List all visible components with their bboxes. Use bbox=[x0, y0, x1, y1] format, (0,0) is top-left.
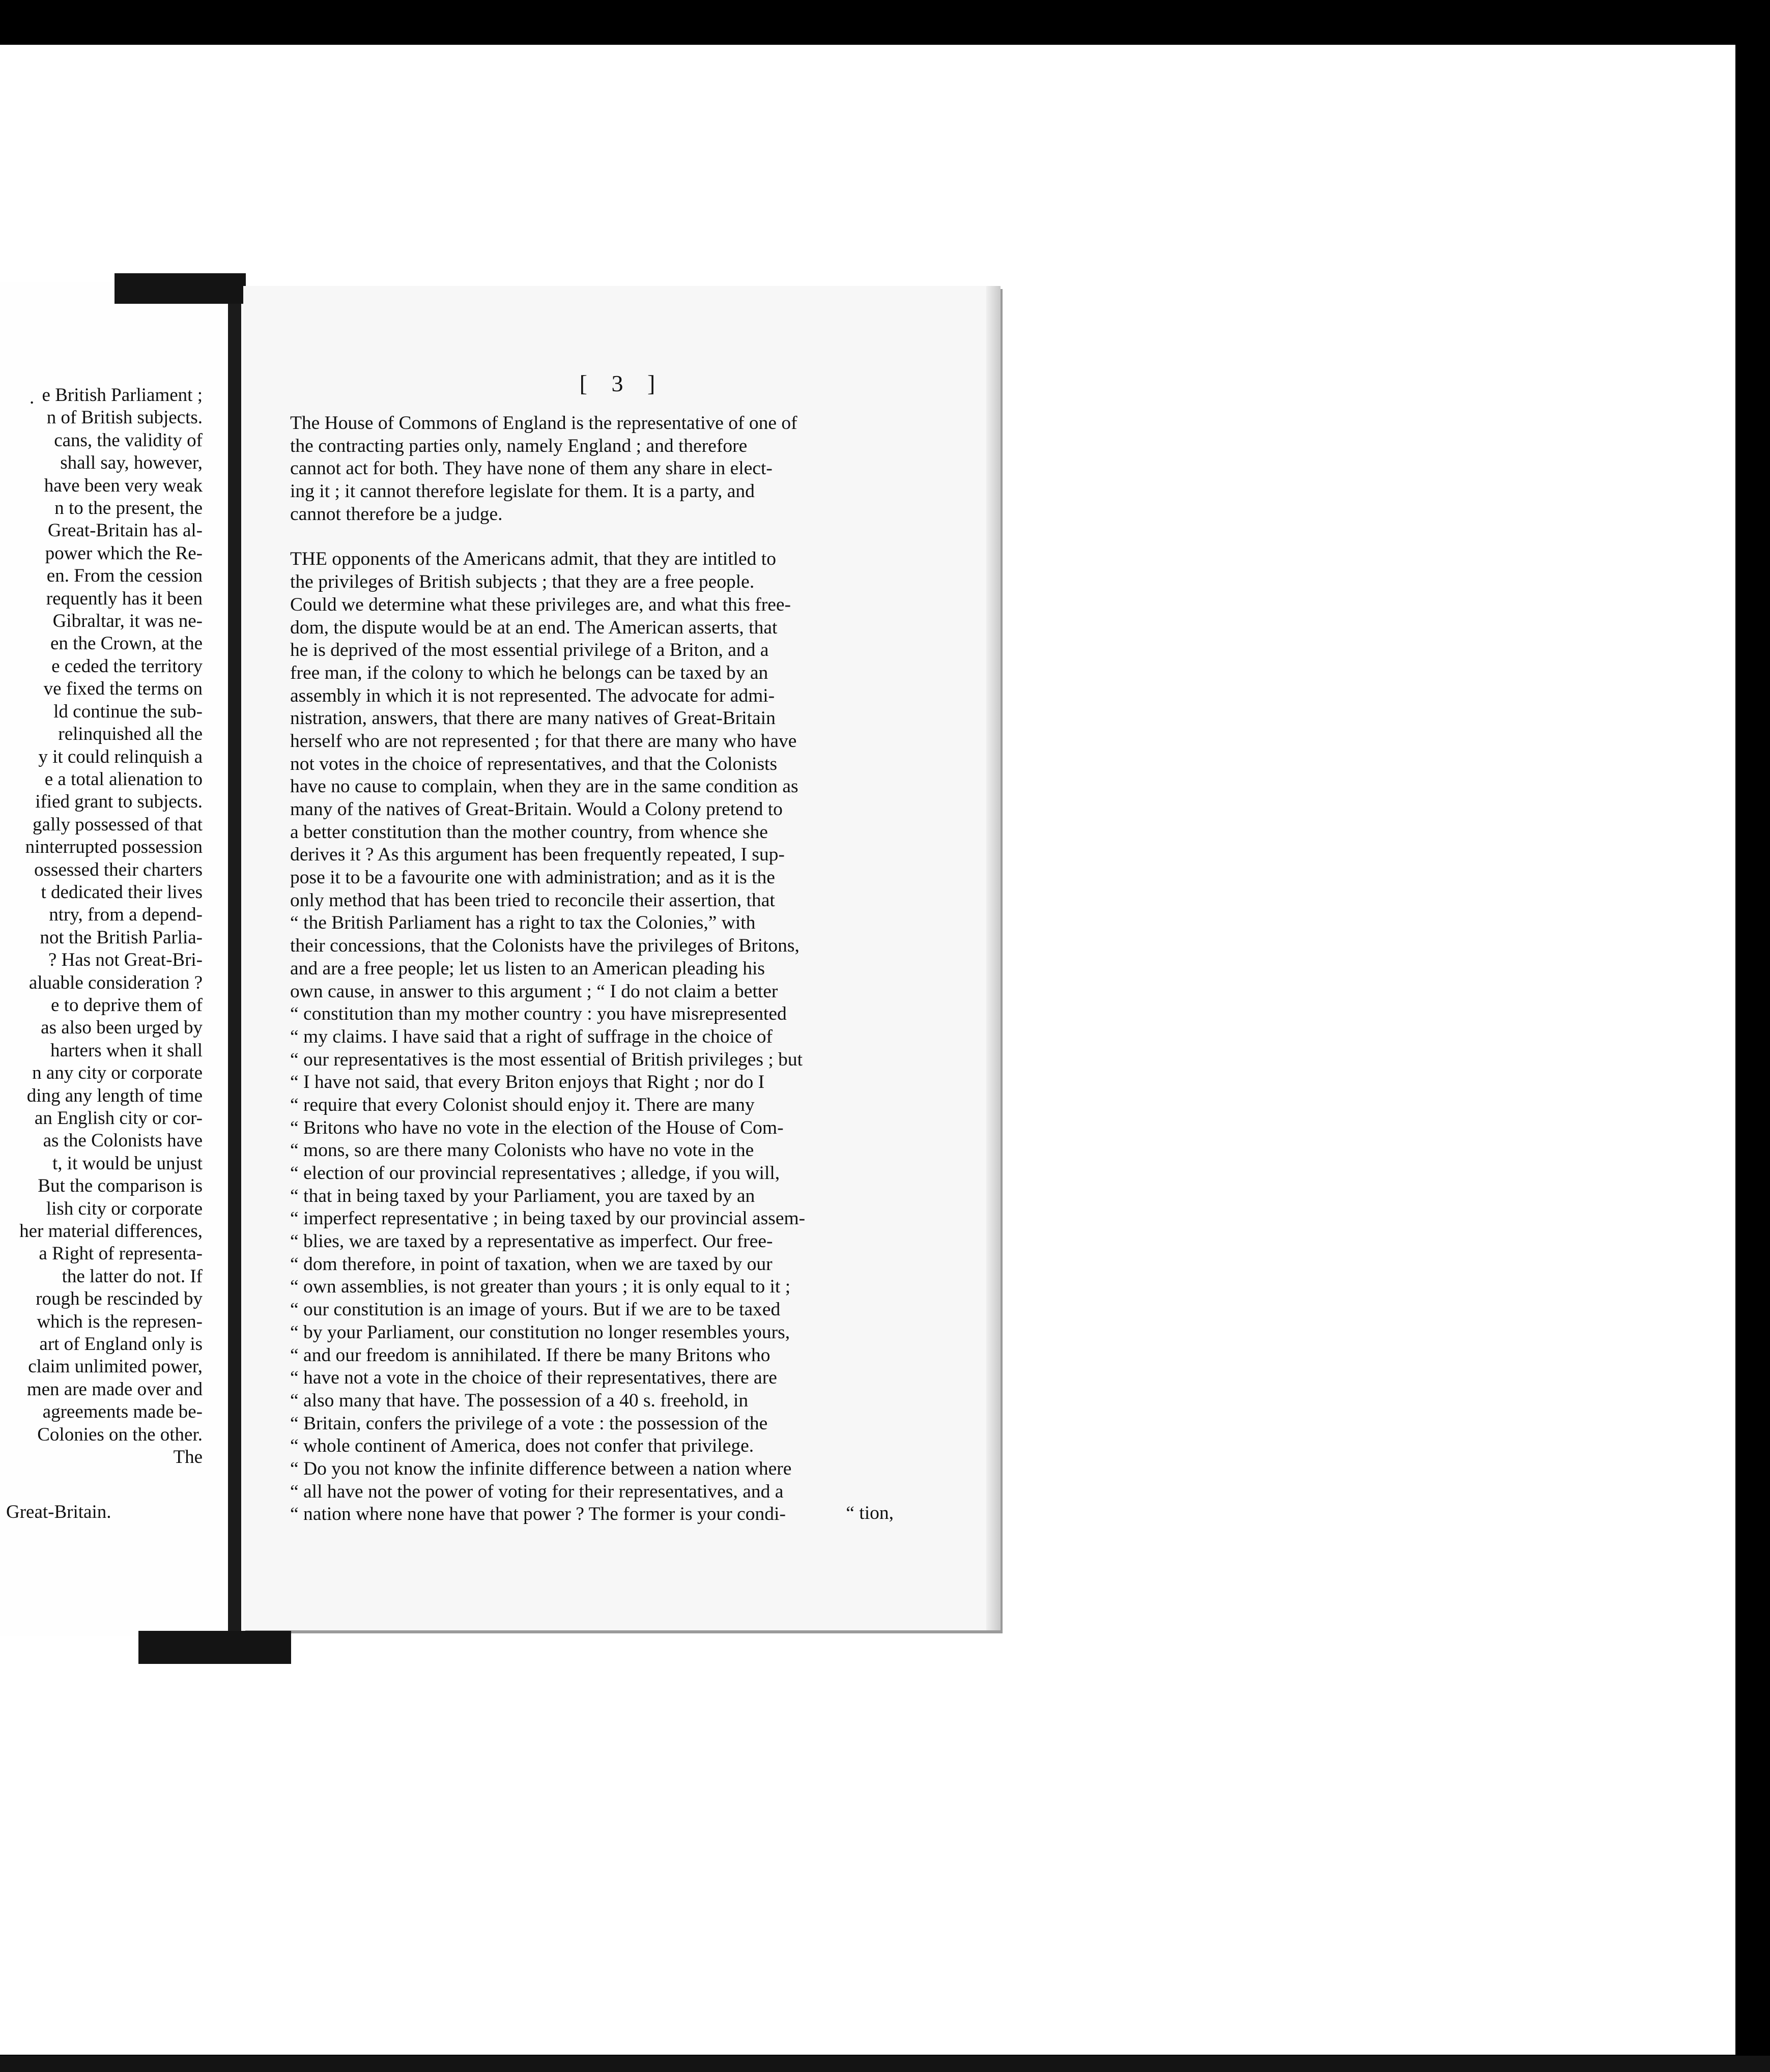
text-line: e to deprive them of bbox=[51, 994, 203, 1016]
text-line: power which the Re- bbox=[45, 542, 203, 564]
text-line: requently has it been bbox=[46, 588, 203, 609]
text-line: ified grant to subjects. bbox=[35, 791, 203, 813]
paragraph-2 bbox=[290, 548, 805, 1526]
text-line: ld continue the sub- bbox=[53, 701, 203, 722]
text-line: men are made over and bbox=[26, 1378, 203, 1400]
text-line: harters when it shall bbox=[50, 1040, 203, 1061]
text-line: “ Do you not know the infinite difference between a nation where bbox=[290, 1458, 792, 1479]
text-line: cannot act for both. They have none of them any share in elect- bbox=[290, 458, 773, 479]
text-line: The bbox=[173, 1447, 203, 1468]
text-line: “ own assemblies, is not greater than yours ; it is only equal to it ; bbox=[290, 1276, 791, 1298]
text-line: have no cause to complain, when they are in the same condition as bbox=[290, 776, 798, 797]
left-page-mark: . bbox=[30, 387, 35, 408]
text-line: the latter do not. If bbox=[62, 1265, 203, 1287]
text-line: “ require that every Colonist should enjoy it. There are many bbox=[290, 1094, 755, 1115]
text-line: cannot therefore be a judge. bbox=[290, 503, 503, 525]
text-line: ossessed their charters bbox=[34, 859, 203, 880]
text-line: claim unlimited power, bbox=[28, 1356, 203, 1377]
text-line: “ election of our provincial representatives ; alledge, if you will, bbox=[290, 1163, 780, 1184]
text-line: Colonies on the other. bbox=[37, 1424, 203, 1445]
text-line: “ mons, so are there many Colonists who have no vote in the bbox=[290, 1140, 754, 1161]
text-line: e ceded the territory bbox=[51, 655, 203, 677]
text-line: have been very weak bbox=[44, 475, 203, 496]
paragraph-1 bbox=[290, 412, 805, 526]
text-line: herself who are not represented ; for that there are many who have bbox=[290, 730, 797, 752]
text-line: y it could relinquish a bbox=[38, 746, 203, 767]
text-line: as the Colonists have bbox=[43, 1130, 203, 1152]
paragraph-gap bbox=[290, 526, 805, 548]
text-line: “ imperfect representative ; in being taxed by our provincial assem- bbox=[290, 1208, 806, 1229]
text-line: rough be rescinded by bbox=[36, 1288, 203, 1310]
text-line: not votes in the choice of representatives, and that the Colonists bbox=[290, 753, 778, 774]
text-line: lish city or corporate bbox=[46, 1198, 203, 1219]
page-edge-shadow bbox=[986, 286, 1001, 1630]
binding-tab-bottom bbox=[138, 1631, 291, 1664]
text-line: t, it would be unjust bbox=[52, 1153, 203, 1174]
text-line: “ also many that have. The possession of a 40 s. freehold, in bbox=[290, 1390, 749, 1411]
text-line: aluable consideration ? bbox=[28, 972, 203, 993]
text-line: assembly in which it is not represented. The advocate for admi- bbox=[290, 685, 775, 706]
text-line: cans, the validity of bbox=[54, 429, 203, 451]
text-line: “ I have not said, that every Briton enjoys that Right ; nor do I bbox=[290, 1072, 765, 1093]
text-line: “ my claims. I have said that a right of suffrage in the choice of bbox=[290, 1026, 773, 1047]
text-line: n of British subjects. bbox=[46, 407, 203, 428]
text-line: only method that has been tried to reconcile their assertion, that bbox=[290, 889, 775, 911]
text-line: n any city or corporate bbox=[32, 1062, 203, 1084]
text-line: own cause, in answer to this argument ; “ I do not claim a better bbox=[290, 981, 778, 1002]
text-line: free man, if the colony to which he belongs can be taxed by an bbox=[290, 662, 768, 683]
text-line: ? Has not Great-Bri- bbox=[48, 949, 203, 971]
text-line: “ Britons who have no vote in the election of the House of Com- bbox=[290, 1117, 784, 1138]
text-line: ve fixed the terms on bbox=[43, 678, 203, 700]
text-line: Great-Britain has al- bbox=[47, 520, 203, 541]
catchword: “ tion, bbox=[846, 1503, 894, 1523]
text-line: shall say, however, bbox=[60, 452, 203, 474]
text-line: ing it ; it cannot therefore legislate for them. It is a party, and bbox=[290, 481, 755, 502]
text-line: relinquished all the bbox=[58, 724, 203, 745]
text-line: “ and our freedom is annihilated. If there be many Britons who bbox=[290, 1344, 770, 1366]
text-line: “ that in being taxed by your Parliament, you are taxed by an bbox=[290, 1185, 755, 1206]
right-page bbox=[243, 286, 1001, 1630]
binding-gutter bbox=[228, 287, 241, 1636]
text-line: “ dom therefore, in point of taxation, when we are taxed by our bbox=[290, 1253, 773, 1275]
text-line: “ Britain, confers the privilege of a vote : the possession of the bbox=[290, 1413, 768, 1434]
text-line: a Right of representa- bbox=[39, 1243, 203, 1264]
text-line: “ the British Parliament has a right to tax the Colonies,” with bbox=[290, 912, 756, 934]
text-line: “ blies, we are taxed by a representative as imperfect. Our free- bbox=[290, 1231, 773, 1252]
text-line: nistration, answers, that there are many natives of Great-Britain bbox=[290, 708, 776, 729]
text-line: their concessions, that the Colonists have the privileges of Britons, bbox=[290, 935, 800, 957]
text-line: her material differences, bbox=[19, 1221, 203, 1242]
scan-bottom-border bbox=[0, 2056, 1770, 2072]
text-line: Could we determine what these privileges are, and what this free- bbox=[290, 594, 791, 615]
text-line: “ whole continent of America, does not confer that privilege. bbox=[290, 1435, 754, 1457]
text-line: THE opponents of the Americans admit, that they are intitled to bbox=[290, 549, 776, 570]
binding-tab-top bbox=[115, 273, 246, 304]
text-line: “ by your Parliament, our constitution no longer resembles yours, bbox=[290, 1321, 790, 1343]
text-line: “ our representatives is the most essential of British privileges ; but bbox=[290, 1049, 803, 1070]
text-line: derives it ? As this argument has been frequently repeated, I sup- bbox=[290, 844, 785, 866]
text-line: But the comparison is bbox=[38, 1175, 203, 1197]
text-line: gally possessed of that bbox=[33, 814, 203, 835]
text-line: “ all have not the power of voting for their representatives, and a bbox=[290, 1481, 784, 1502]
text-line: pose it to be a favourite one with administration; and as it is the bbox=[290, 867, 775, 888]
text-line: en the Crown, at the bbox=[50, 633, 203, 654]
text-line: e a total alienation to bbox=[44, 768, 203, 790]
text-line: a better constitution than the mother country, from whence she bbox=[290, 821, 768, 843]
text-line: he is deprived of the most essential privilege of a Briton, and a bbox=[290, 640, 769, 661]
text-line: the privileges of British subjects ; that they are a free people. bbox=[290, 571, 755, 593]
text-line: n to the present, the bbox=[54, 498, 203, 519]
text-line: as also been urged by bbox=[41, 1017, 203, 1039]
text-line: “ nation where none have that power ? The former is your condi- bbox=[290, 1504, 786, 1525]
page-body bbox=[290, 412, 805, 1526]
text-line: t dedicated their lives bbox=[41, 881, 203, 903]
left-page-footer: Great-Britain. bbox=[6, 1502, 111, 1522]
text-line: agreements made be- bbox=[42, 1401, 203, 1423]
text-line: and are a free people; let us listen to an American pleading his bbox=[290, 958, 765, 979]
text-line: The House of Commons of England is the representative of one of bbox=[290, 413, 797, 434]
text-line: ding any length of time bbox=[26, 1085, 203, 1106]
text-line: en. From the cession bbox=[46, 565, 203, 587]
left-page bbox=[0, 282, 224, 1636]
text-line: “ our constitution is an image of yours. But if we are to be taxed bbox=[290, 1299, 781, 1320]
text-line: “ constitution than my mother country : you have misrepresented bbox=[290, 1003, 787, 1025]
text-line: the contracting parties only, namely England ; and therefore bbox=[290, 435, 748, 456]
text-line: which is the represen- bbox=[37, 1311, 203, 1332]
text-line: art of England only is bbox=[39, 1334, 203, 1355]
text-line: an English city or cor- bbox=[34, 1108, 203, 1129]
page-number: [ 3 ] bbox=[579, 370, 665, 396]
text-line: not the British Parlia- bbox=[40, 927, 203, 948]
left-page-text bbox=[0, 384, 203, 1469]
text-line: “ have not a vote in the choice of their representatives, there are bbox=[290, 1367, 777, 1389]
text-line: e British Parliament ; bbox=[42, 385, 203, 406]
text-line: ninterrupted possession bbox=[25, 837, 203, 858]
text-line: dom, the dispute would be at an end. The American asserts, that bbox=[290, 617, 778, 638]
text-line: many of the natives of Great-Britain. Would a Colony pretend to bbox=[290, 799, 783, 820]
text-line: Gibraltar, it was ne- bbox=[52, 611, 203, 632]
text-line: ntry, from a depend- bbox=[49, 904, 203, 926]
